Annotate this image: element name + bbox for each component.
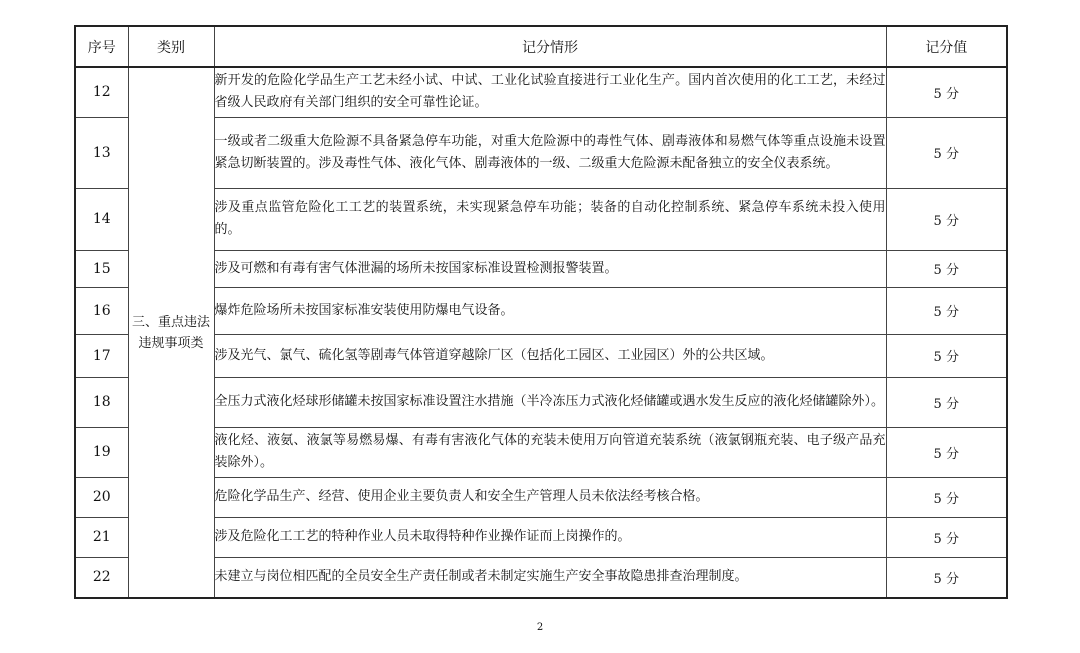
row-description: 未建立与岗位相匹配的全员安全生产责任制或者未制定实施生产安全事故隐患排查治理制度。: [214, 557, 886, 598]
page-number: 2: [536, 622, 544, 633]
row-number: 17: [75, 334, 128, 377]
row-description: 涉及重点监管危险化工工艺的装置系统，未实现紧急停车功能；装备的自动化控制系统、紧急停车系统未投入使用的。: [214, 188, 886, 250]
table-row: [75, 427, 1007, 477]
category-cell: 三、重点违法违规事项类: [128, 67, 214, 598]
row-description: 危险化学品生产、经营、使用企业主要负责人和安全生产管理人员未依法经考核合格。: [214, 477, 886, 517]
row-score: 5 分: [886, 250, 1007, 287]
row-number: 22: [75, 557, 128, 598]
row-number: 16: [75, 287, 128, 334]
table-row: [75, 334, 1007, 377]
row-number: 19: [75, 427, 128, 477]
table-row: [75, 477, 1007, 517]
row-number: 15: [75, 250, 128, 287]
row-description: 涉及光气、氯气、硫化氢等剧毒气体管道穿越除厂区（包括化工园区、工业园区）外的公共区域。: [214, 334, 886, 377]
row-description: 一级或者二级重大危险源不具备紧急停车功能，对重大危险源中的毒性气体、剧毒液体和易燃气体等重点设施未设置紧急切断装置的。涉及毒性气体、液化气体、剧毒液体的一级、二级重大危险源未配备独立的安全仪表系统。: [214, 117, 886, 188]
header-category: 类别: [128, 26, 214, 67]
row-score: 5 分: [886, 287, 1007, 334]
row-description: 涉及危险化工工艺的特种作业人员未取得特种作业操作证而上岗操作的。: [214, 517, 886, 557]
table-row: [75, 557, 1007, 598]
table-row: [75, 250, 1007, 287]
row-number: 21: [75, 517, 128, 557]
row-description: 涉及可燃和有毒有害气体泄漏的场所未按国家标准设置检测报警装置。: [214, 250, 886, 287]
row-score: 5 分: [886, 188, 1007, 250]
table-row: [75, 117, 1007, 188]
header-row: [75, 26, 1007, 67]
row-score: 5 分: [886, 67, 1007, 117]
row-description: 新开发的危险化学品生产工艺未经小试、中试、工业化试验直接进行工业化生产。国内首次使用的化工工艺，未经过省级人民政府有关部门组织的安全可靠性论证。: [214, 67, 886, 117]
header-serial: 序号: [75, 26, 128, 67]
row-score: 5 分: [886, 117, 1007, 188]
table-row: [75, 67, 1007, 117]
row-description: 全压力式液化烃球形储罐未按国家标准设置注水措施（半冷冻压力式液化烃储罐或遇水发生反应的液化烃储罐除外）。: [214, 377, 886, 427]
row-score: 5 分: [886, 557, 1007, 598]
header-score-value: 记分值: [886, 26, 1007, 67]
row-description: 爆炸危险场所未按国家标准安装使用防爆电气设备。: [214, 287, 886, 334]
table-row: [75, 377, 1007, 427]
table-row: [75, 188, 1007, 250]
row-score: 5 分: [886, 427, 1007, 477]
row-number: 18: [75, 377, 128, 427]
table-row: [75, 287, 1007, 334]
row-description: 液化烃、液氨、液氯等易燃易爆、有毒有害液化气体的充装未使用万向管道充装系统（液氯钢瓶充装、电子级产品充装除外）。: [214, 427, 886, 477]
header-scoring-case: 记分情形: [214, 26, 886, 67]
row-number: 14: [75, 188, 128, 250]
row-score: 5 分: [886, 517, 1007, 557]
row-number: 12: [75, 67, 128, 117]
table-row: [75, 517, 1007, 557]
row-score: 5 分: [886, 334, 1007, 377]
scoring-table: [74, 25, 1008, 599]
row-number: 20: [75, 477, 128, 517]
row-score: 5 分: [886, 477, 1007, 517]
row-score: 5 分: [886, 377, 1007, 427]
row-number: 13: [75, 117, 128, 188]
